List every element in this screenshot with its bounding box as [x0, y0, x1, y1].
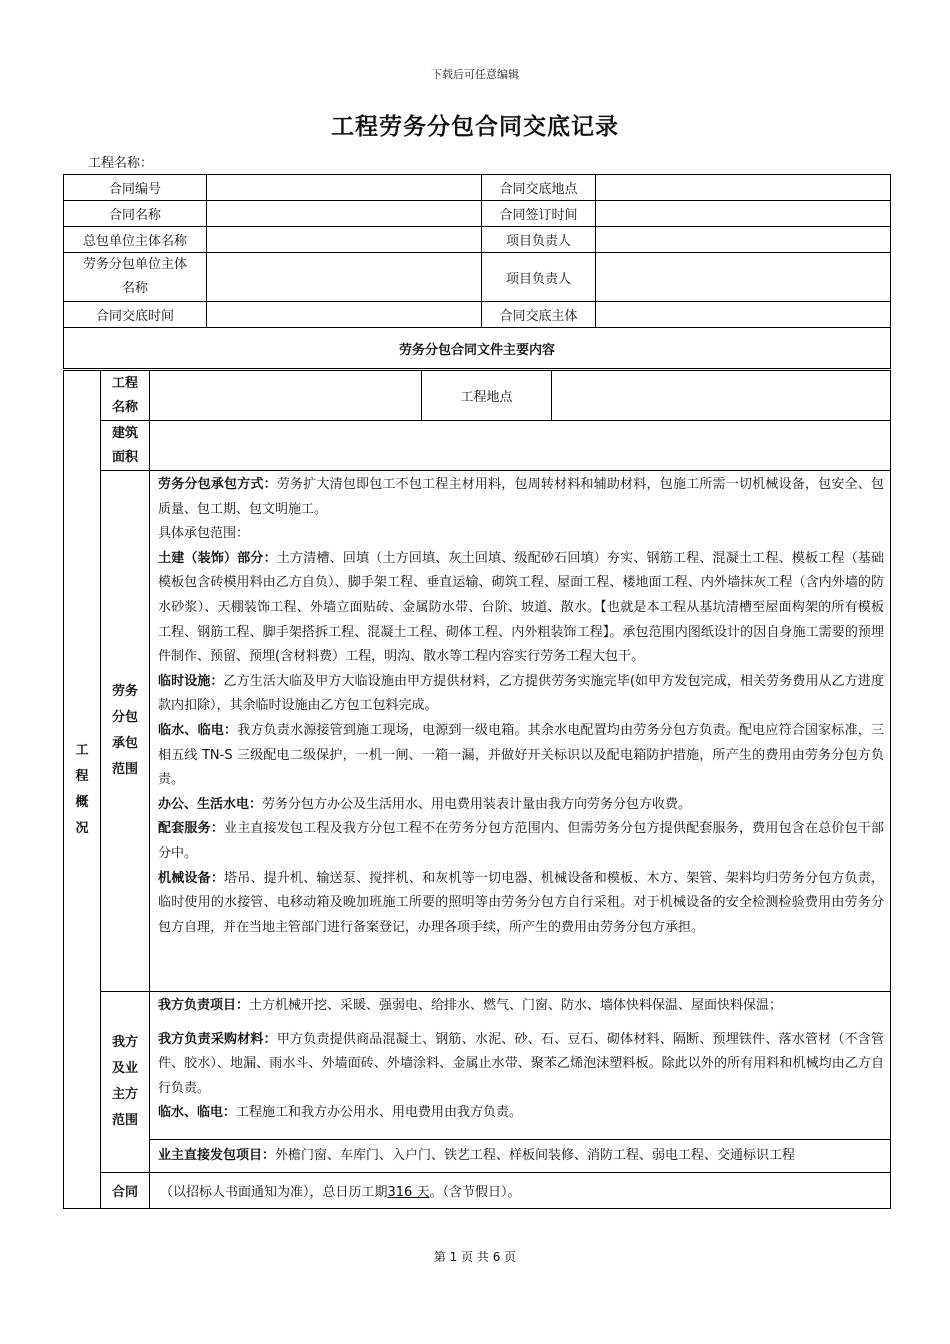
building-area-label — [101, 421, 150, 471]
scope-content — [150, 471, 891, 992]
project-site-value[interactable] — [552, 371, 891, 421]
contract-period: （以招标人书面通知为准），总日历工期316 天。（含节假日）。 — [150, 1173, 891, 1209]
general-contractor-value[interactable] — [207, 227, 482, 253]
table-row — [64, 328, 891, 369]
owner-scope-label — [101, 992, 150, 1173]
contract-no-label: 合同编号 — [64, 175, 207, 201]
table-row — [64, 421, 891, 471]
handover-time-label: 合同交底时间 — [64, 302, 207, 328]
table-row — [64, 175, 891, 201]
label-line: 建筑 — [111, 425, 138, 441]
scope-paragraph: 临水、临电：我方负责水源接管到施工现场，电源到一级电箱。其余水电配置均由劳务分包方负责。配电应符合国家标准，三相五线 TN-S 三级配电二级保护，一机一闸、一箱一漏，并做好开关标识以及配电箱防护措施，所产生的费用由劳务分包方负责。 — [158, 722, 884, 788]
contract-name-label: 合同名称 — [64, 201, 207, 227]
table-row — [64, 227, 891, 253]
contract-info-table — [63, 174, 891, 369]
sign-time-label: 合同签订时间 — [482, 201, 596, 227]
table-row — [64, 1140, 891, 1173]
label-line: 主方 — [111, 1087, 138, 1102]
label-line: 及业 — [111, 1061, 138, 1076]
scope-paragraph: 具体承包范围： — [158, 526, 250, 542]
handover-subject-label: 合同交底主体 — [482, 302, 596, 328]
label-line: 承包 — [111, 736, 138, 751]
label-line: 名称 — [111, 399, 138, 415]
project-manager-label-2: 项目负责人 — [482, 253, 596, 302]
page-footer: 第 1 页 共 6 页 — [433, 1250, 517, 1264]
project-manager-value-2[interactable] — [596, 253, 891, 302]
owner-paragraph: 临水、临电：工程施工和我方办公用水、用电费用由我方负责。 — [158, 1105, 523, 1121]
handover-time-value[interactable] — [207, 302, 482, 328]
contract-place-label: 合同交底地点 — [482, 175, 596, 201]
scope-paragraph: 临时设施：乙方生活大临及甲方大临设施由甲方提供材料，乙方提供劳务实施完毕(如甲方发包完成，相关劳务费用从乙方进度款内扣除），其余临时设施由乙方包工包料完成。 — [158, 673, 884, 714]
table-row — [64, 1173, 891, 1209]
project-name-label: 工程名称： — [88, 156, 154, 171]
contract-days: 316 天 — [387, 1185, 430, 1200]
labor-subcontractor-value[interactable] — [207, 253, 482, 302]
scope-label — [101, 471, 150, 992]
sign-time-value[interactable] — [596, 201, 891, 227]
overview-label-char: 况 — [75, 820, 89, 836]
table-row — [64, 253, 891, 302]
labor-subcontractor-label-line1: 劳务分包单位主体 — [82, 257, 187, 272]
contract-label: 合同 — [101, 1173, 150, 1209]
overview-label — [64, 371, 101, 1209]
label-line: 我方 — [111, 1035, 138, 1050]
scope-paragraph: 机械设备：塔吊、提升机、输送泵、搅拌机、和灰机等一切电器、机械设备和模板、木方、架管、架料均归劳务分包方负责，临时使用的水接管、电移动箱及晚加班施工所要的照明等由劳务分包方自行采租。对于机械设备的安全检测检验费用由劳务分包方自理，并在当地主管部门进行备案登记，办理各项手续，所产生的费用由劳务分包方承担。 — [158, 870, 884, 935]
project-overview-table — [63, 370, 891, 1209]
label-line: 分包 — [111, 710, 138, 725]
contract-place-value[interactable] — [596, 175, 891, 201]
section-heading: 劳务分包合同文件主要内容 — [64, 328, 891, 369]
general-contractor-label: 总包单位主体名称 — [64, 227, 207, 253]
table-row — [64, 302, 891, 328]
project-name-cell-label — [101, 371, 150, 421]
owner-paragraph: 我方负责采购材料：甲方负责提供商品混凝土、钢筋、水泥、砂、石、豆石、砌体材料、隔断、预埋铁件、落水管材（不含管件、胶水）、地漏、雨水斗、外墙面砖、外墙涂料、金属止水带、聚苯乙烯泡沫塑料板。除此以外的所有用料和机械均由乙方自行负责。 — [158, 1031, 884, 1096]
label-line: 范围 — [111, 1113, 138, 1128]
table-row — [64, 201, 891, 227]
handover-subject-value[interactable] — [596, 302, 891, 328]
labor-subcontractor-label — [64, 253, 207, 302]
table-row — [64, 371, 891, 421]
project-name-value[interactable] — [150, 371, 422, 421]
project-site-label: 工程地点 — [422, 371, 552, 421]
project-manager-label: 项目负责人 — [482, 227, 596, 253]
page-title: 工程劳务分包合同交底记录 — [331, 114, 619, 140]
overview-label-char: 工 — [75, 742, 89, 758]
overview-label-char: 程 — [75, 768, 89, 784]
overview-label-char: 概 — [75, 794, 89, 810]
owner-paragraph: 我方负责项目：土方机械开挖、采暖、强弱电、给排水、燃气、门窗、防水、墙体快料保温、屋面快料保温； — [158, 998, 783, 1013]
scope-paragraph: 配套服务：业主直接发包工程及我方分包工程不在劳务分包方范围内、但需劳务分包方提供配套服务，费用包含在总价包干部分中。 — [158, 821, 884, 861]
scope-paragraph: 办公、生活水电：劳务分包方办公及生活用水、用电费用装表计量由我方向劳务分包方收费。 — [158, 796, 692, 812]
labor-subcontractor-label-line2: 名称 — [121, 281, 148, 296]
table-row — [64, 992, 891, 1140]
project-manager-value[interactable] — [596, 227, 891, 253]
scope-paragraph: 土建（装饰）部分：土方清槽、回填（土方回填、灰土回填、级配砂石回填）夯实、钢筋工程、混凝土工程、模板工程（基础模板包含砖模用料由乙方自负）、脚手架工程、垂直运输、砌筑工程、屋面工程、楼地面工程、内外墙抹灰工程（含内外墙的防水砂浆）、天棚装饰工程、外墙立面贴砖、金属防水带、台阶、坡道、散水。【也就是本工程从基坑清槽至屋面构架的所有模板工程、钢筋工程、脚手架搭拆工程、混凝土工程、砌体工程、内外粗装饰工程】。承包范围内图纸设计的因自身施工需要的预埋件制作、预留、预埋(含材料费）工程，明沟、散水等工程内容实行劳务工程大包干。 — [158, 550, 884, 665]
contract-name-value[interactable] — [207, 201, 482, 227]
direct-contract-content: 业主直接发包项目：外檐门窗、车库门、入户门、铁艺工程、样板间装修、消防工程、弱电工程、交通标识工程 — [150, 1140, 891, 1173]
owner-scope-content — [150, 992, 891, 1140]
label-line: 面积 — [111, 449, 138, 465]
building-area-value[interactable] — [150, 421, 891, 471]
table-row — [64, 471, 891, 992]
scope-paragraph: 劳务分包承包方式：劳务扩大清包即包工不包工程主材用料，包周转材料和辅助材料，包施工所需一切机械设备，包安全、包质量、包工期、包文明施工。 — [158, 477, 884, 517]
label-line: 工程 — [111, 375, 138, 391]
label-line: 范围 — [111, 762, 138, 777]
contract-no-value[interactable] — [207, 175, 482, 201]
label-line: 劳务 — [111, 684, 138, 699]
header-note: 下载后可任意编辑 — [431, 68, 519, 81]
